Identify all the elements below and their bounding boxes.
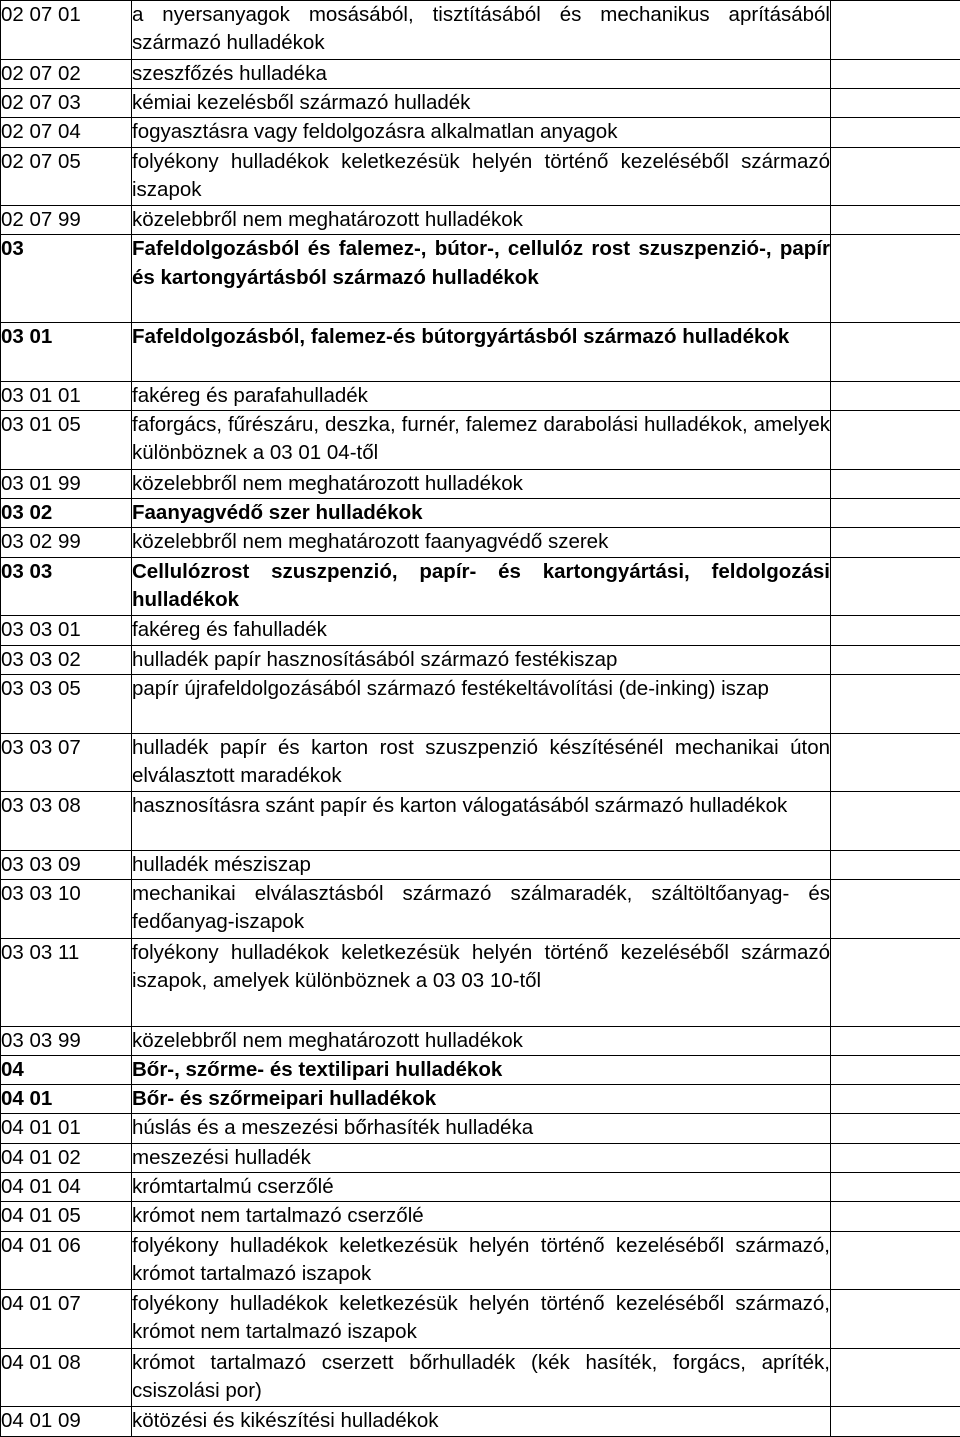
empty-cell: [831, 469, 960, 498]
empty-cell: [831, 645, 960, 674]
waste-description-cell: krómot nem tartalmazó cserzőlé: [132, 1202, 831, 1231]
waste-code-cell: 03: [1, 235, 132, 323]
waste-description-cell: hulladék mésziszap: [132, 850, 831, 879]
empty-cell: [831, 528, 960, 557]
waste-description-cell: közelebbről nem meghatározott hulladékok: [132, 469, 831, 498]
waste-description-cell: meszezési hulladék: [132, 1143, 831, 1172]
table-row: [1, 1290, 960, 1349]
waste-code-cell: 03 01: [1, 323, 132, 382]
waste-code-cell: 02 07 01: [1, 1, 132, 60]
empty-cell: [831, 1114, 960, 1143]
waste-description-cell: faforgács, fűrészáru, deszka, furnér, falemez darabolási hulladékok, amelyek különböznek a 03 01 04-től: [132, 411, 831, 470]
table-row: [1, 1026, 960, 1055]
empty-cell: [831, 147, 960, 206]
table-row: [1, 59, 960, 88]
waste-code-cell: 04 01 07: [1, 1290, 132, 1349]
empty-cell: [831, 206, 960, 235]
table-row: [1, 235, 960, 323]
waste-code-cell: 03 03 11: [1, 938, 132, 1026]
waste-code-cell: 04 01 01: [1, 1114, 132, 1143]
waste-code-cell: 04 01 09: [1, 1407, 132, 1436]
table-row: [1, 411, 960, 470]
empty-cell: [831, 1026, 960, 1055]
empty-cell: [831, 792, 960, 851]
waste-code-cell: 03 03 09: [1, 850, 132, 879]
waste-code-cell: 03 03 99: [1, 1026, 132, 1055]
waste-code-cell: 04 01 06: [1, 1231, 132, 1290]
empty-cell: [831, 1407, 960, 1436]
empty-cell: [831, 1055, 960, 1084]
table-row: [1, 557, 960, 616]
waste-description-cell: fakéreg és fahulladék: [132, 616, 831, 645]
waste-code-cell: 03 01 01: [1, 381, 132, 410]
waste-code-cell: 03 03 05: [1, 674, 132, 733]
waste-description-cell: közelebbről nem meghatározott hulladékok: [132, 1026, 831, 1055]
table-row: [1, 1231, 960, 1290]
waste-description-cell: szeszfőzés hulladéka: [132, 59, 831, 88]
empty-cell: [831, 235, 960, 323]
empty-cell: [831, 1348, 960, 1407]
waste-code-cell: 02 07 99: [1, 206, 132, 235]
waste-code-cell: 03 02: [1, 499, 132, 528]
table-row: [1, 147, 960, 206]
waste-description-cell: kémiai kezelésből származó hulladék: [132, 88, 831, 117]
table-row: [1, 1085, 960, 1114]
empty-cell: [831, 1202, 960, 1231]
table-row: [1, 674, 960, 733]
waste-description-cell: közelebbről nem meghatározott hulladékok: [132, 206, 831, 235]
waste-description-cell: hulladék papír és karton rost szuszpenzió készítésénél mechanikai úton elválasztott maradékok: [132, 733, 831, 792]
waste-description-cell: a nyersanyagok mosásából, tisztításából és mechanikus aprításából származó hulladékok: [132, 1, 831, 60]
table-row: [1, 528, 960, 557]
empty-cell: [831, 557, 960, 616]
table-row: [1, 1114, 960, 1143]
table-row: [1, 1, 960, 60]
waste-code-cell: 03 03 01: [1, 616, 132, 645]
waste-description-cell: mechanikai elválasztásból származó szálmaradék, száltöltőanyag- és fedőanyag-iszapok: [132, 880, 831, 939]
table-row: [1, 88, 960, 117]
waste-code-cell: 02 07 05: [1, 147, 132, 206]
waste-code-cell: 03 03: [1, 557, 132, 616]
waste-description-cell: krómtartalmú cserzőlé: [132, 1173, 831, 1202]
table-body: [1, 1, 960, 1437]
empty-cell: [831, 1173, 960, 1202]
waste-code-cell: 03 03 10: [1, 880, 132, 939]
empty-cell: [831, 118, 960, 147]
waste-code-cell: 03 03 08: [1, 792, 132, 851]
table-row: [1, 645, 960, 674]
empty-cell: [831, 880, 960, 939]
waste-description-cell: krómot tartalmazó cserzett bőrhulladék (kék hasíték, forgács, apríték, csiszolási por): [132, 1348, 831, 1407]
table-row: [1, 850, 960, 879]
waste-code-cell: 03 01 05: [1, 411, 132, 470]
waste-description-cell: Fafeldolgozásból és falemez-, bútor-, cellulóz rost szuszpenzió-, papír és kartongyártásból származó hulladékok: [132, 235, 831, 323]
empty-cell: [831, 323, 960, 382]
empty-cell: [831, 1290, 960, 1349]
waste-description-cell: Bőr-, szőrme- és textilipari hulladékok: [132, 1055, 831, 1084]
empty-cell: [831, 59, 960, 88]
empty-cell: [831, 1231, 960, 1290]
waste-code-cell: 04 01 05: [1, 1202, 132, 1231]
waste-description-cell: Fafeldolgozásból, falemez-és bútorgyártásból származó hulladékok: [132, 323, 831, 382]
waste-description-cell: közelebbről nem meghatározott faanyagvédő szerek: [132, 528, 831, 557]
waste-code-cell: 03 02 99: [1, 528, 132, 557]
table-row: [1, 469, 960, 498]
empty-cell: [831, 850, 960, 879]
waste-description-cell: Cellulózrost szuszpenzió, papír- és kartongyártási, feldolgozási hulladékok: [132, 557, 831, 616]
empty-cell: [831, 88, 960, 117]
waste-code-cell: 02 07 02: [1, 59, 132, 88]
waste-code-cell: 03 03 07: [1, 733, 132, 792]
waste-code-cell: 03 03 02: [1, 645, 132, 674]
empty-cell: [831, 674, 960, 733]
waste-description-cell: Faanyagvédő szer hulladékok: [132, 499, 831, 528]
waste-code-cell: 04 01 04: [1, 1173, 132, 1202]
table-row: [1, 733, 960, 792]
empty-cell: [831, 411, 960, 470]
table-row: [1, 1407, 960, 1436]
waste-description-cell: kötözési és kikészítési hulladékok: [132, 1407, 831, 1436]
empty-cell: [831, 1143, 960, 1172]
waste-description-cell: folyékony hulladékok keletkezésük helyén történő kezeléséből származó, krómot nem tartalmazó iszapok: [132, 1290, 831, 1349]
waste-code-cell: 04 01: [1, 1085, 132, 1114]
empty-cell: [831, 499, 960, 528]
waste-code-cell: 04 01 08: [1, 1348, 132, 1407]
table-row: [1, 323, 960, 382]
table-row: [1, 938, 960, 1026]
waste-code-cell: 03 01 99: [1, 469, 132, 498]
table-row: [1, 1202, 960, 1231]
waste-description-cell: folyékony hulladékok keletkezésük helyén történő kezeléséből származó, krómot tartalmazó iszapok: [132, 1231, 831, 1290]
table-row: [1, 792, 960, 851]
table-row: [1, 381, 960, 410]
empty-cell: [831, 616, 960, 645]
waste-code-cell: 02 07 04: [1, 118, 132, 147]
empty-cell: [831, 381, 960, 410]
waste-description-cell: húslás és a meszezési bőrhasíték hulladéka: [132, 1114, 831, 1143]
table-row: [1, 206, 960, 235]
table-row: [1, 118, 960, 147]
table-row: [1, 616, 960, 645]
table-row: [1, 1143, 960, 1172]
waste-code-cell: 04 01 02: [1, 1143, 132, 1172]
table-row: [1, 880, 960, 939]
waste-description-cell: fogyasztásra vagy feldolgozásra alkalmatlan anyagok: [132, 118, 831, 147]
waste-description-cell: hasznosításra szánt papír és karton válogatásából származó hulladékok: [132, 792, 831, 851]
empty-cell: [831, 1085, 960, 1114]
waste-description-cell: fakéreg és parafahulladék: [132, 381, 831, 410]
waste-code-cell: 02 07 03: [1, 88, 132, 117]
empty-cell: [831, 1, 960, 60]
waste-description-cell: folyékony hulladékok keletkezésük helyén történő kezeléséből származó iszapok: [132, 147, 831, 206]
table-row: [1, 1055, 960, 1084]
waste-description-cell: folyékony hulladékok keletkezésük helyén történő kezeléséből származó iszapok, amelyek különböznek a 03 03 10-től: [132, 938, 831, 1026]
empty-cell: [831, 938, 960, 1026]
table-row: [1, 1348, 960, 1407]
table-row: [1, 499, 960, 528]
waste-description-cell: hulladék papír hasznosításából származó festékiszap: [132, 645, 831, 674]
empty-cell: [831, 733, 960, 792]
waste-code-cell: 04: [1, 1055, 132, 1084]
waste-description-cell: Bőr- és szőrmeipari hulladékok: [132, 1085, 831, 1114]
table-row: [1, 1173, 960, 1202]
waste-description-cell: papír újrafeldolgozásából származó festékeltávolítási (de-inking) iszap: [132, 674, 831, 733]
